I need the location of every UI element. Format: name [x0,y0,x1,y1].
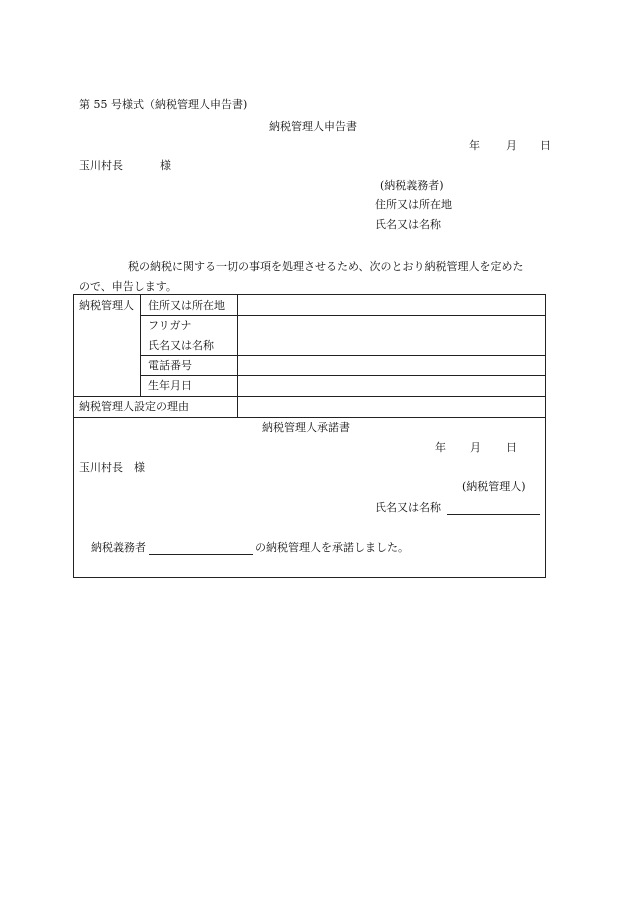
consent-title: 納税管理人承諾書 [262,421,350,434]
row-divider [73,417,546,418]
taxpayer-name-label: 氏名又は名称 [375,218,441,231]
addressee-name: 玉川村長 [79,159,123,172]
row-phone-label: 電話番号 [148,359,192,372]
row-divider [73,396,546,397]
column-divider [140,294,141,396]
consent-statement-prefix: 納税義務者 [91,541,146,554]
row-divider [140,355,546,356]
taxpayer-heading: (納税義務者) [380,179,444,192]
consent-statement-suffix: の納税管理人を承諾しました。 [255,541,409,554]
consent-addressee: 玉川村長 様 [79,461,145,474]
date-year: 年 [469,139,480,152]
consent-date-month: 月 [470,441,481,454]
column-divider [237,294,238,417]
form-table [73,294,546,578]
taxpayer-address-label: 住所又は所在地 [375,198,452,211]
form-number: 第 55 号様式（納税管理人申告書) [79,98,248,111]
consent-date-year: 年 [435,441,446,454]
taxpayer-name-underline [149,554,253,555]
consent-date-day: 日 [506,441,517,454]
row-address-label: 住所又は所在地 [148,299,225,312]
reason-label: 納税管理人設定の理由 [79,400,189,413]
addressee-honorific: 様 [160,159,171,172]
date-day: 日 [540,139,551,152]
body-text-line2: ので、申告します。 [79,280,177,293]
table-group-label: 納税管理人 [79,299,134,312]
consent-name-underline [447,514,540,515]
consent-heading: (納税管理人) [462,480,526,493]
row-name-label: 氏名又は名称 [148,339,214,352]
body-text-line1: 税の納税に関する一切の事項を処理させるため、次のとおり納税管理人を定めた [128,260,524,273]
row-birthdate-label: 生年月日 [148,379,192,392]
consent-name-label: 氏名又は名称 [375,501,441,514]
form-title: 納税管理人申告書 [269,120,357,133]
date-month: 月 [506,139,517,152]
row-divider [140,315,546,316]
row-divider [140,375,546,376]
row-furigana-label: フリガナ [148,319,192,332]
